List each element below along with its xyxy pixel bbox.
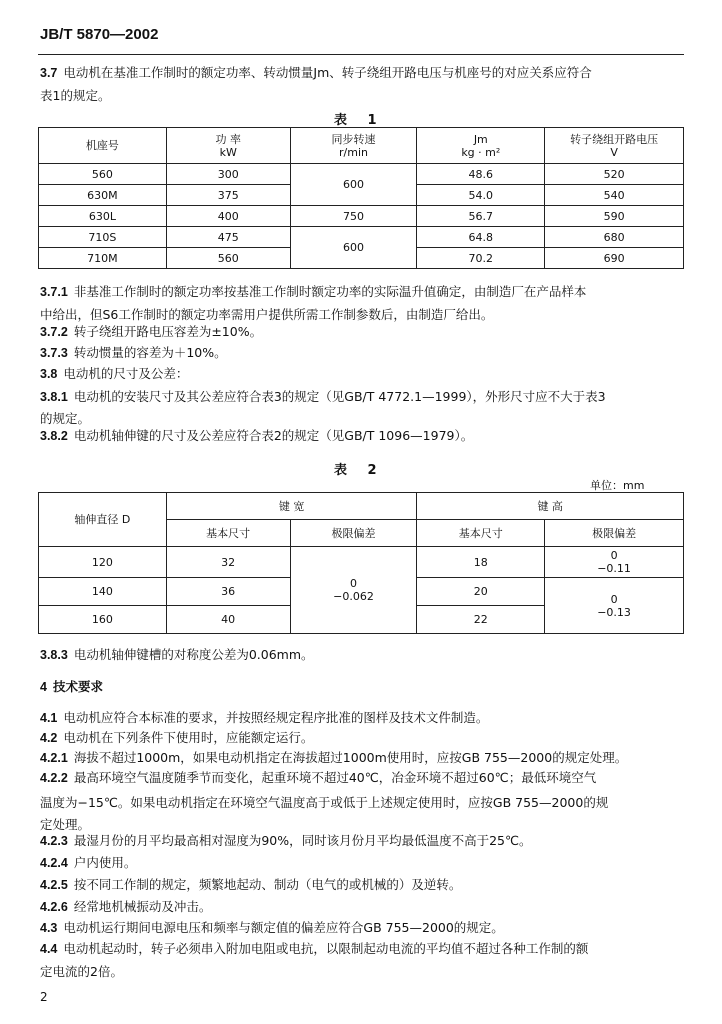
section-number: 3.7.3 — [40, 346, 68, 360]
table-cell: 54.0 — [417, 185, 545, 206]
para-text: 电动机的尺寸及公差： — [63, 366, 189, 381]
para-3-8-2 — [40, 425, 473, 447]
table1-header-voltage: 转子绕组开路电压 V — [545, 128, 684, 164]
table1 — [38, 127, 684, 269]
para-4-2 — [40, 727, 313, 749]
para-text: 电动机轴伸键的尺寸及公差应符合表2的规定（见GB/T 1096—1979）。 — [73, 428, 474, 443]
para-text: 经常地机械振动及冲击。 — [73, 899, 212, 914]
table2-header-basic: 基本尺寸 — [166, 520, 290, 547]
para-3-8-1-cont: 的规定。 — [40, 411, 91, 426]
table-cell: 680 — [545, 227, 684, 248]
table-cell: 690 — [545, 248, 684, 269]
para-text: 最高环境空气温度随季节而变化，起重环境不超过40℃，冶金环境不超过60℃；最低环境空气 — [73, 770, 597, 785]
section-number: 4.2.4 — [40, 856, 68, 870]
table2-caption: 表 2 — [334, 463, 385, 478]
para-4-2-3 — [40, 830, 532, 852]
table-cell: 630M — [39, 185, 167, 206]
table1-caption: 表 1 — [334, 113, 385, 128]
table-cell: 560 — [166, 248, 290, 269]
table-cell: 48.6 — [417, 164, 545, 185]
para-3-7-1 — [40, 281, 586, 303]
table-cell: 56.7 — [417, 206, 545, 227]
para-3-8 — [40, 363, 188, 385]
section-4-heading — [40, 676, 103, 698]
section-title: 技术要求 — [52, 679, 103, 694]
table-cell: 475 — [166, 227, 290, 248]
table-cell: 22 — [417, 606, 545, 634]
table-cell: 710S — [39, 227, 167, 248]
table2-header-width: 键 宽 — [166, 493, 417, 520]
section-number: 4.2.2 — [40, 771, 68, 785]
para-text: 电动机在下列条件下使用时，应能额定运行。 — [63, 730, 314, 745]
table-cell: 400 — [166, 206, 290, 227]
table-cell: 560 — [39, 164, 167, 185]
para-3-7-2 — [40, 321, 262, 343]
para-4-2-4 — [40, 852, 136, 874]
para-4-2-6 — [40, 896, 211, 918]
table-cell: 710M — [39, 248, 167, 269]
table-cell: 18 — [417, 547, 545, 578]
table-cell: 32 — [166, 547, 290, 578]
para-3-7-cont: 表1的规定。 — [40, 88, 111, 103]
table2-header-limit: 极限偏差 — [545, 520, 684, 547]
para-text: 电动机运行期间电源电压和频率与额定值的偏差应符合GB 755—2000的规定。 — [63, 920, 504, 935]
para-text: 转动惯量的容差为＋10%。 — [73, 345, 227, 360]
para-3-7-3 — [40, 342, 227, 364]
para-3-7-1-cont: 中给出，但S6工作制时的额定功率需用户提供所需工作制参数后，由制造厂给出。 — [40, 307, 494, 322]
para-4-2-5 — [40, 874, 461, 896]
para-text: 电动机应符合本标准的要求，并按照经规定程序批准的图样及技术文件制造。 — [63, 710, 489, 725]
table-cell: 0 −0.062 — [290, 547, 417, 634]
table-cell: 20 — [417, 578, 545, 606]
para-4-4-cont: 定电流的2倍。 — [40, 964, 123, 979]
para-4-4 — [40, 938, 588, 960]
section-number: 3.8.2 — [40, 429, 68, 443]
standard-code: JB/T 5870—2002 — [40, 26, 159, 43]
table-cell: 600 — [290, 227, 417, 269]
para-text: 电动机的安装尺寸及其公差应符合表3的规定（见GB/T 4772.1—1999），外形尺寸应不大于表3 — [73, 389, 606, 404]
table-cell: 64.8 — [417, 227, 545, 248]
section-number: 4.2 — [40, 731, 58, 745]
para-text: 电动机在基准工作制时的额定功率、转动惯量Jm、转子绕组开路电压与机座号的对应关系应符合 — [63, 65, 592, 80]
table-cell: 750 — [290, 206, 417, 227]
table1-header-speed: 同步转速 r/min — [290, 128, 417, 164]
para-4-1 — [40, 707, 488, 729]
para-4-2-2-cont: 定处理。 — [40, 817, 91, 832]
section-number: 3.7.2 — [40, 325, 68, 339]
table-cell: 540 — [545, 185, 684, 206]
section-number: 4.2.3 — [40, 834, 68, 848]
table1-header-power: 功 率 kW — [166, 128, 290, 164]
table-cell: 375 — [166, 185, 290, 206]
para-text: 户内使用。 — [73, 855, 137, 870]
table-cell: 0 −0.11 — [545, 547, 684, 578]
section-number: 3.8.3 — [40, 648, 68, 662]
section-number: 4.3 — [40, 921, 58, 935]
para-3-8-1 — [40, 386, 606, 408]
table2-header-limit: 极限偏差 — [290, 520, 417, 547]
para-text: 电动机起动时，转子必须串入附加电阻或电抗，以限制起动电流的平均值不超过各种工作制的额 — [63, 941, 589, 956]
table-cell: 140 — [39, 578, 167, 606]
para-text: 按不同工作制的规定，频繁地起动、制动（电气的或机械的）及逆转。 — [73, 877, 462, 892]
section-number: 4.2.6 — [40, 900, 68, 914]
table2-header-height: 键 高 — [417, 493, 684, 520]
section-number: 3.7.1 — [40, 285, 68, 299]
page-number: 2 — [40, 990, 48, 1004]
table2-header-basic: 基本尺寸 — [417, 520, 545, 547]
para-text: 转子绕组开路电压容差为±10%。 — [73, 324, 263, 339]
table-cell: 520 — [545, 164, 684, 185]
table-cell: 630L — [39, 206, 167, 227]
para-4-2-2-cont: 温度为−15℃。如果电动机指定在环境空气温度高于或低于上述规定使用时，应按GB 755—2000的规 — [40, 795, 609, 810]
table-cell: 600 — [290, 164, 417, 206]
section-number: 4.2.1 — [40, 751, 68, 765]
table-cell: 300 — [166, 164, 290, 185]
section-number: 3.8 — [40, 367, 58, 381]
table2 — [38, 492, 684, 634]
table-cell: 40 — [166, 606, 290, 634]
table1-header-jm: Jm kg · m² — [417, 128, 545, 164]
table-cell: 0 −0.13 — [545, 578, 684, 634]
section-number: 3.7 — [40, 66, 58, 80]
table1-header-frame: 机座号 — [39, 128, 167, 164]
header-rule — [38, 54, 684, 55]
table-cell: 70.2 — [417, 248, 545, 269]
para-text: 电动机轴伸键槽的对称度公差为0.06mm。 — [73, 647, 314, 662]
para-text: 海拔不超过1000m，如果电动机指定在海拔超过1000m使用时，应按GB 755—2000的规定处理。 — [73, 750, 628, 765]
para-4-2-2 — [40, 767, 596, 789]
section-number: 4.1 — [40, 711, 58, 725]
para-text: 非基准工作制时的额定功率按基准工作制时额定功率的实际温升值确定，由制造厂在产品样本 — [73, 284, 587, 299]
section-number: 4 — [40, 680, 47, 694]
section-number: 4.2.5 — [40, 878, 68, 892]
section-number: 3.8.1 — [40, 390, 68, 404]
para-4-2-1 — [40, 747, 627, 769]
table-cell: 36 — [166, 578, 290, 606]
table-cell: 590 — [545, 206, 684, 227]
section-number: 4.4 — [40, 942, 58, 956]
table2-header-shaft: 轴伸直径 D — [39, 493, 167, 547]
para-3-7 — [40, 62, 592, 84]
table2-unit: 单位：mm — [590, 479, 645, 492]
para-4-3 — [40, 917, 504, 939]
para-3-8-3 — [40, 644, 314, 666]
table-cell: 160 — [39, 606, 167, 634]
para-text: 最湿月份的月平均最高相对湿度为90%，同时该月份月平均最低温度不高于25℃。 — [73, 833, 532, 848]
table-cell: 120 — [39, 547, 167, 578]
